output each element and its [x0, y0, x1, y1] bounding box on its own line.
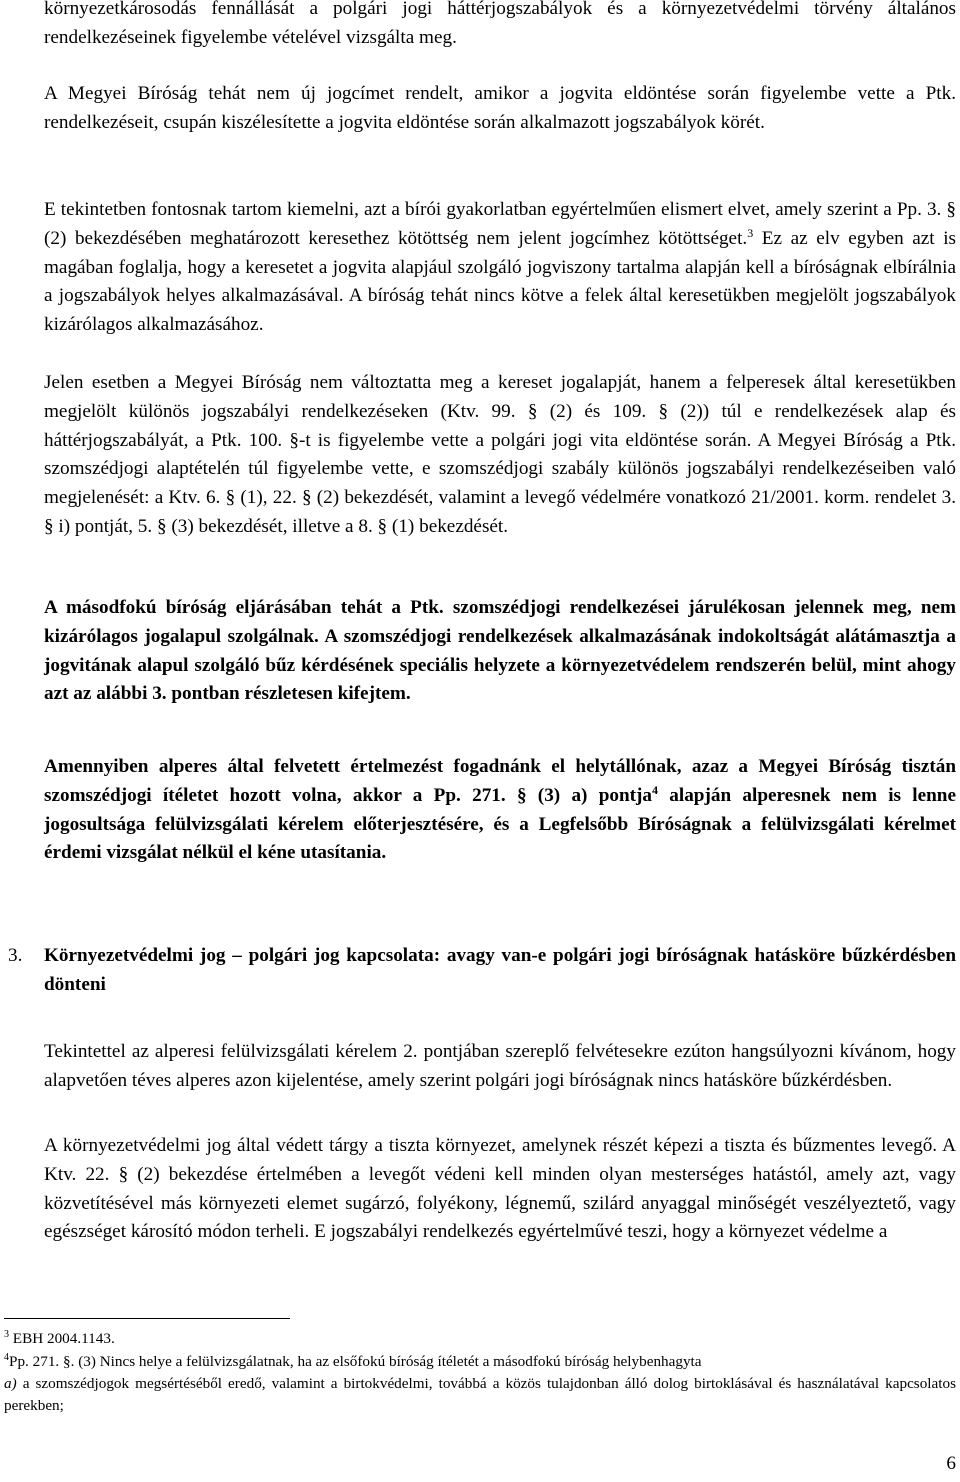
page-number: 6 — [946, 1453, 956, 1474]
paragraph-text: alapján alperesnek nem is lenne jogosultsága felülvizsgálati kérelem előterjesztésére, és a Legfelsőbb Bíróságnak a felülvizsgálati kérelmet érdemi vizsgálat nélkül el kéne utasítania. — [44, 784, 956, 864]
footnote-3 — [4, 1328, 956, 1350]
paragraph-intro: környezetkárosodás fennállását a polgári jogi háttérjogszabályok és a környezetvédelmi törvény általános rendelkezéseinek figyelembe vételével vizsgálta meg. — [44, 0, 956, 48]
footnote-item-label: a) — [4, 1375, 17, 1392]
footnote-separator — [4, 1318, 290, 1319]
footnote-mark: 4 — [4, 1352, 9, 1363]
footnote-text: EBH 2004.1143. — [9, 1330, 115, 1347]
paragraph-second-instance: A másodfokú bíróság eljárásában tehát a Ptk. szomszédjogi rendelkezései járulékosan jelennek meg, nem kizárólagos jogalapul szolgálnak. A szomszédjogi rendelkezések alkalmazásának indokoltságát alátámasztja a jogvitának alapul szolgáló bűz kérdésének speciális helyzete a környezetvédelem rendszerén belül, mint ahogy azt az alábbi 3. pontban részletesen kifejtem. — [44, 597, 956, 705]
footnote-item-text: a szomszédjogok megsértéséből eredő, valamint a birtokvédelmi, továbbá a közös tulajdonban álló dolog birtoklásával és használatával kapcsolatos perekben; — [4, 1375, 956, 1414]
paragraph-text: Ez az elv egyben azt is magában foglalja, hogy a keresetet a jogvita alapjául szolgáló jogviszony tartalma alapján kell a bíróságnak elbírálnia a jogszabályok helyes alkalmazásával. A bíróság tehát nincs kötve a felek által keresetükben megjelölt jogszabályok kizárólagos alkalmazásához. — [44, 227, 957, 336]
paragraph-request-point-2: Tekintettel az alperesi felülvizsgálati kérelem 2. pontjában szereplő felvétesekre ezúton hangsúlyozni kívánom, hogy alapvetően téves alperes azon kijelentése, amely szerint polgári jogi bíróságnak nincs hatásköre bűzkérdésben. — [44, 1041, 956, 1091]
footnote-mark: 3 — [4, 1329, 9, 1340]
paragraph-text: Amennyiben alperes által felvetett értelmezést fogadnánk el helytállónak, azaz a Megyei Bíróság tisztán szomszédjogi ítéletet hozott volna, akkor a Pp. 271. § (3) a) pontja — [44, 756, 956, 806]
footnote-text: Pp. 271. §. (3) Nincs helye a felülvizsgálatnak, ha az elsőfokú bíróság ítéletét a másodfokú bíróság helybenhagyta — [9, 1353, 702, 1370]
footnote-reference: 4 — [652, 782, 659, 797]
section-title: Környezetvédelmi jog – polgári jog kapcsolata: avagy van-e polgári jogi bíróságnak hatásköre bűzkérdésben dönteni — [44, 945, 956, 995]
paragraph-environmental-law: A környezetvédelmi jog által védett tárgy a tiszta környezet, amelynek részét képezi a tiszta és bűzmentes levegő. A Ktv. 22. § (2) bekezdése értelmében a levegőt védeni kell minden olyan mesterséges hatástól, amely azt, vagy közvetítésével más környezeti elemet sugárzó, folyékony, légnemű, szilárd anyaggal minőségét veszélyeztető, vagy egészséget károsító módon terheli. E jogszabályi rendelkezés egyértelművé teszi, hogy a környezet védelme a — [44, 1135, 956, 1243]
paragraph-present-case: Jelen esetben a Megyei Bíróság nem változtatta meg a kereset jogalapját, hanem a felperesek által keresetükben megjelölt különös jogszabályi rendelkezéseken (Ktv. 99. § (2) és 109. § (2)) túl e rendelkezések alap és háttérjogszabályát, a Ptk. 100. §-t is figyelembe vette a polgári jogi vita eldöntése során. A Megyei Bíróság a Ptk. szomszédjogi alaptételén túl figyelembe vette, e szomszédjogi szabály különös jogszabályi rendelkezéseiben való megjelenését: a Ktv. 6. § (1), 22. § (2) bekezdését, valamint a levegő védelmére vonatkozó 21/2001. korm. rendelet 3. § i) pontját, 5. § (3) bekezdését, illetve a 8. § (1) bekezdését. — [44, 372, 956, 537]
paragraph-new-legal-title: A Megyei Bíróság tehát nem új jogcímet rendelt, amikor a jogvita eldöntése során figyelembe vette a Ptk. rendelkezéseit, csupán kiszélesítette a jogvita eldöntése során alkalmazott jogszabályok körét. — [44, 83, 956, 133]
paragraph-respondent-interpretation — [44, 753, 956, 868]
footnote-reference: 3 — [747, 225, 754, 240]
footnote-4 — [4, 1351, 956, 1417]
paragraph-court-practice — [44, 196, 956, 340]
paragraph-text: E tekintetben fontosnak tartom kiemelni, azt a bírói gyakorlatban egyértelműen elismert elvet, amely szerint a Pp. 3. § (2) bekezdésében meghatározott keresethez kötöttség nem jelent jogcímhez kötöttséget. — [44, 199, 956, 249]
section-number: 3. — [8, 945, 23, 966]
section-heading — [8, 942, 956, 1000]
